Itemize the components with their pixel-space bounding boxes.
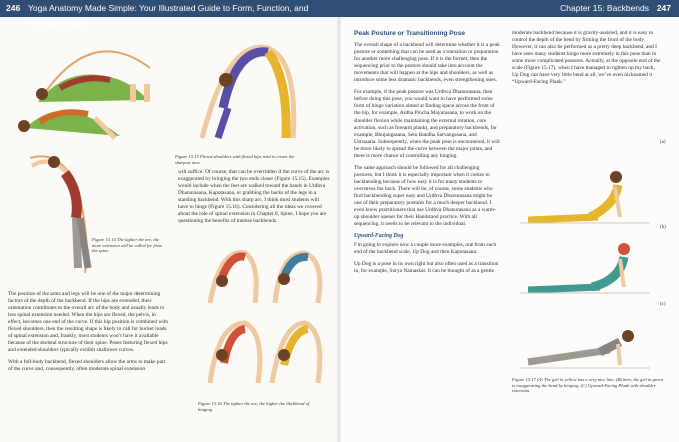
paragraph: The same approach should be followed for all challenging postures, but I think it is especially important when it comes to backbending because of how easy it is for many students to overstress the back. There will be, of course, some students who find backbending super easy and Urdhva Dhanurasana might be one of their preparatory postures for a much deeper backbend. I even know practitioners that use Urdhva Dhanurasana as a warm-up shoulder opener for their Handstand practice. With all sequencing, it needs to be relevant to the individual. [354, 164, 496, 228]
right-page-header [339, 0, 679, 17]
updog-figure-b [520, 235, 650, 295]
left-running-title: Yoga Anatomy Made Simple: Your Illustrated Guide to Form, Function, and Posture Groups [28, 3, 309, 30]
paragraph: The overall shape of a backbend will determine whether it is a peak posture or something that can be used as a transition or preparation for another more challenging pose. If it is the former, then the sequencing prior to the posture should take into account the movements that will happen at the hips and shoulders, as well as introduce some less dramatic backbends, even strengthening ones. [354, 42, 500, 84]
right-running-title: Chapter 15: Backbends [560, 3, 649, 13]
right-page-number: 247 [656, 3, 671, 13]
paragraph: moderate backbend because it is gravity-assisted, and it is easy to control the depth of the bend by firming the front of the body. However, it can also be performed as a pretty deep backbend, and I have seen many students hinge more extremely in this pose than in some more complicated postures. Actually, at the opposite end of the scale (Figure 15.17), when I have managed to tighten up my back, Up Dog can have very little bend at all, we’ve even nicknamed it “Upward-Facing Plank.” [512, 30, 661, 86]
page-gutter [337, 0, 341, 442]
paragraph: I’m going to explore now a couple more examples, one from each end of the backbend scale, Up Dog and then Kapotasana. [354, 242, 497, 256]
paragraph: For example, if the peak posture was Urdhva Dhanurasana, then before doing this pose, you would want to have performed some form of hinge variation aimed at finding space across the front of the hip, for example, Ardha Pincha Mayurasana, to work on the shoulder flexion while maintaining the external rotation, core activation, such as forearm plank), and preparatory backbends, for example, Bhujangasana, Setu Bandha Sarvangasana, and Ustrasana. Subsequently, when the peak pose is encountered, it will be more likely to spread the curve between the major joints, and there is more chance of controlling any hinging. [354, 89, 500, 159]
updog-figure-a [520, 165, 650, 225]
figure-15-17-caption: Figure 15.17 (A) The girl in yellow has a very nice line; (B) here, the girl in green is exaggerating the bend by hinging; (C) Upward-Facing Plank with shoulder extension. [512, 377, 663, 394]
right-text-column-2 [512, 30, 662, 91]
paragraph: The position of the arms and legs will be one of the major determining factors of the depth of the backbend. If the hips are extended, their orientation contributes to the overall arc of the body and usually leads to less spinal extension needed. When the hips are flexed, the pelvis, in effect, becomes one end of the curve. If this hip position is combined with flexed shoulders, then the resulting shape is likely to call for bucket loads of spinal extension and, frankly, most students won’t have it available because of the skeletal structure of their spine. Poses featuring flexed hips and extended shoulders typically exhibit shallower curves. [8, 291, 168, 354]
subsection-heading: Upward-Facing Dog [354, 233, 404, 240]
left-text-column-1 [8, 291, 168, 379]
right-text-column-1 [354, 30, 500, 280]
figure-label-a: (a) [660, 140, 666, 145]
paragraph: With a full-body backbend, flexed shoulders allow the arms to make part of the curve and, consequently, often moderate spinal extension [8, 359, 166, 373]
figure-15-16-caption: Figure 15.16 The tighter the arc, the higher the likelihood of hinging. [198, 401, 310, 412]
figure-15-15-caption: Figure 15.15 Flexed shoulders with flexed hips tend to create the sharpest arcs. [175, 154, 295, 165]
figure-15-15-illustration [188, 38, 308, 148]
figure-15-16-illustration [200, 243, 330, 393]
left-page-number: 246 [6, 3, 21, 13]
figure-15-14-caption: Figure 15.14 The tighter the arc, the more extension will be called for from the spine. [92, 237, 162, 254]
left-page-header [0, 0, 339, 30]
figure-label-c: (c) [660, 302, 666, 307]
left-text-column-2 [178, 169, 330, 230]
figure-label-b: (b) [660, 225, 666, 230]
updog-figure-c [520, 310, 650, 370]
paragraph: Up Dog is a pose in its own right but also often used as a transition in, for example, Surya Namaskar. It can be thought of as a gentle [354, 261, 499, 275]
paragraph: will suffice. Of course, that can be overridden if the curve of the arc is exaggerated by bringing the two ends closer (Figure 15.15). Examples would include when the feet are walked toward the hands in Urdhva Dhanurasana, Kapotasana, or grabbing the backs of the legs in a standing backbend. With this sharp arc, I think most students will have to hinge (Figure 15.16). Considering all the ideas we covered about the role of spinal extension in Chapter 8, Spine, I hope you are questioning the benefits of intense backbends. [178, 169, 330, 225]
section-heading: Peak Posture or Transitioning Pose [354, 30, 466, 37]
